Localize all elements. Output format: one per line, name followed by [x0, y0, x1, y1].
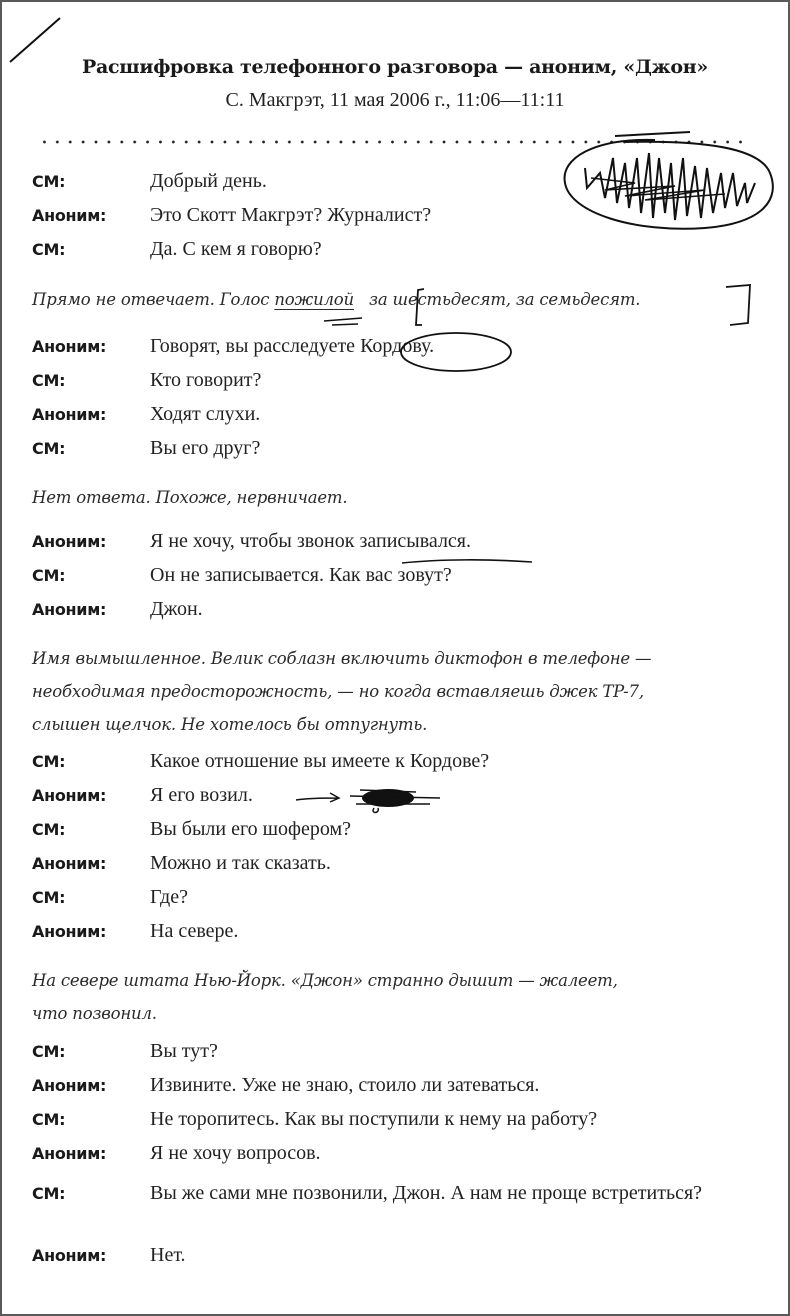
speaker-label: СМ: [32, 566, 66, 585]
dialogue-text: Ходят слухи. [150, 403, 261, 425]
speaker-label: СМ: [32, 1042, 66, 1061]
dialogue-text: Джон. [150, 598, 203, 620]
dialogue-text: Нет. [150, 1244, 186, 1266]
dialogue-text: Вы его друг? [150, 437, 261, 459]
speaker-label: Аноним: [32, 405, 107, 424]
dialogue-row [32, 818, 351, 848]
speaker-label: СМ: [32, 371, 66, 390]
narration-note: Имя вымышленное. Велик соблазн включить диктофон в телефоне — необходимая предосторожность, — но когда вставляешь джек TP-7, слышен щелчок. Не хотелось бы отпугнуть. [32, 649, 652, 734]
scribble-oval-icon [555, 128, 780, 238]
dialogue-text: Вы же сами мне позвонили, Джон. А нам не проще встретиться? [150, 1182, 703, 1204]
dialogue-text: Это Скотт Макгрэт? Журналист? [150, 204, 432, 226]
dialogue-text: Можно и так сказать. [150, 852, 331, 874]
speaker-label: Аноним: [32, 786, 107, 805]
document-subtitle: С. Макгрэт, 11 мая 2006 г., 11:06—11:11 [225, 89, 565, 111]
dialogue-text: Кто говорит? [150, 369, 262, 391]
dialogue-text: Я не хочу, чтобы звонок записывался. [150, 530, 472, 552]
dialogue-row [32, 1142, 321, 1172]
dialogue-row [32, 886, 188, 916]
document-title: Расшифровка телефонного разговора — аноним, «Джон» [82, 56, 708, 78]
speaker-label: СМ: [32, 439, 66, 458]
speaker-label: СМ: [32, 820, 66, 839]
underlined-word: записывался [359, 530, 467, 552]
dialogue-row [32, 920, 238, 950]
dialogue-text: Где? [150, 886, 188, 908]
dialogue-text: Добрый день. [150, 170, 267, 192]
circled-word: Кордову. [360, 335, 435, 357]
dialogue-text: Я не хочу вопросов. [150, 1142, 321, 1164]
dialogue-text: Вы были его шофером? [150, 818, 352, 840]
speaker-label: Аноним: [32, 532, 107, 551]
speaker-label: СМ: [32, 888, 66, 907]
dialogue-row [32, 1040, 218, 1070]
dialogue-text: Извините. Уже не знаю, стоило ли затеваться. [150, 1074, 540, 1096]
dialogue-row [32, 1176, 710, 1244]
note-text: Прямо не отвечает. Голос [32, 290, 275, 309]
narration-note: Нет ответа. Похоже, нервничает. [32, 488, 348, 507]
narration-note: На севере штата Нью-Йорк. «Джон» странно дышит — жалеет, что позвонил. [32, 971, 618, 1023]
dialogue-text: Говорят, вы расследуете Кордову. [150, 335, 435, 357]
dialogue-row [32, 852, 331, 882]
dialogue-row [32, 437, 260, 467]
dialogue-row [32, 369, 261, 399]
dialogue-row [32, 170, 267, 200]
dialogue-text: Он не записывается. Как вас зовут? [150, 564, 452, 586]
redaction-scribble-icon [346, 784, 446, 814]
bracket-marks-icon [318, 285, 758, 330]
speaker-label: Аноним: [32, 922, 107, 941]
dialogue-text: Вы тут? [150, 1040, 218, 1062]
dialogue-row [32, 1244, 186, 1274]
dialogue-text: На севере. [150, 920, 239, 942]
speaker-label: СМ: [32, 172, 66, 191]
speaker-label: Аноним: [32, 1246, 107, 1265]
speaker-label: Аноним: [32, 337, 107, 356]
speaker-label: СМ: [32, 240, 66, 259]
dialogue-row [32, 335, 434, 365]
speaker-label: СМ: [32, 1184, 66, 1203]
speaker-label: СМ: [32, 1110, 66, 1129]
speaker-label: СМ: [32, 752, 66, 771]
circle-mark-icon [398, 328, 516, 374]
dialogue-text: Я его возил. [150, 784, 253, 806]
dialogue-row [32, 564, 452, 594]
dialogue-row [32, 750, 489, 780]
dialogue-text: Какое отношение вы имеете к Кордове? [150, 750, 490, 772]
dialogue-row [32, 530, 471, 560]
dialogue-row [32, 204, 431, 234]
bracketed-text: за шестьдесят, за семьдесят. [369, 290, 641, 309]
dialogue-text: Да. С кем я говорю? [150, 238, 322, 260]
speaker-label: Аноним: [32, 1076, 107, 1095]
dialogue-row [32, 238, 322, 268]
dialogue-row [32, 1108, 597, 1138]
arrow-right-icon [294, 790, 344, 806]
dialogue-row [32, 403, 260, 433]
dialogue-row [32, 784, 253, 814]
speaker-label: Аноним: [32, 206, 107, 225]
speaker-label: Аноним: [32, 854, 107, 873]
dialogue-row [32, 1074, 539, 1104]
dialogue-row [32, 598, 203, 628]
speaker-label: Аноним: [32, 600, 107, 619]
underlined-word: пожилой [274, 290, 354, 309]
dialogue-text: Не торопитесь. Как вы поступили к нему на работу? [150, 1108, 598, 1130]
speaker-label: Аноним: [32, 1144, 107, 1163]
